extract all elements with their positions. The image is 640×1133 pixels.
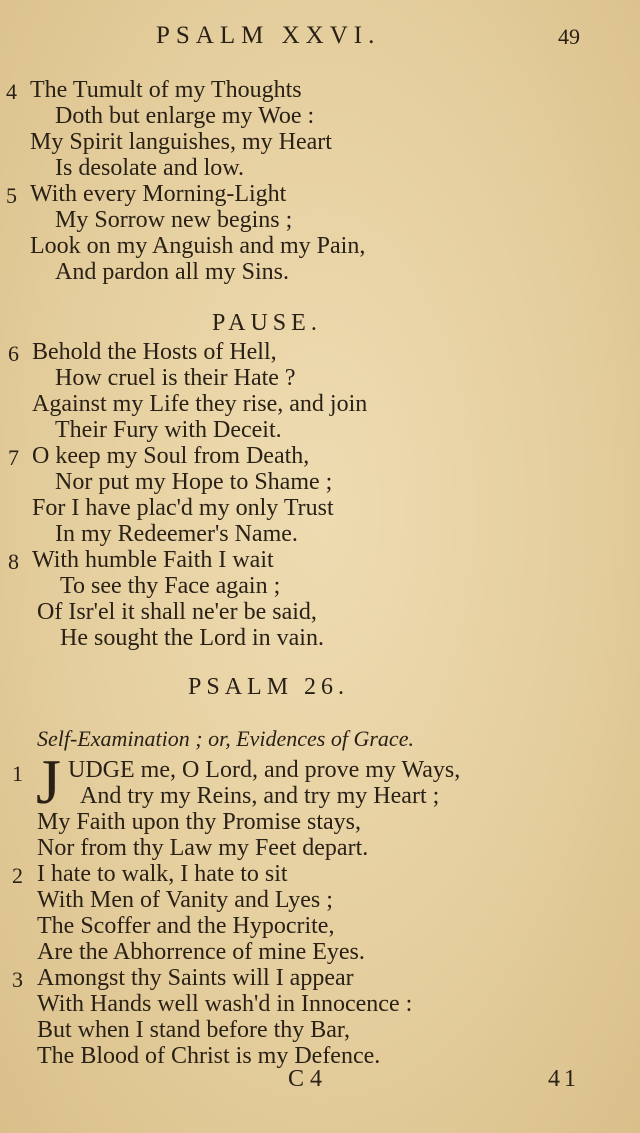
footer-number: 41 — [548, 1066, 580, 1092]
page-footer — [0, 1066, 640, 1100]
psalm-heading: PSALM 26. — [188, 674, 350, 700]
verse-line: Is desolate and low. — [55, 155, 245, 181]
verse-line: With humble Faith I wait — [32, 547, 274, 573]
verse-line: O keep my Soul from Death, — [32, 443, 310, 469]
verse-line: Behold the Hosts of Hell, — [32, 339, 277, 365]
verse-line: My Sorrow new begins ; — [55, 207, 293, 233]
verse-number: 7 — [8, 445, 19, 470]
verse-line: The Blood of Christ is my Defence. — [37, 1043, 381, 1069]
drop-cap: J — [36, 746, 61, 817]
verse-line: UDGE me, O Lord, and prove my Ways, — [68, 757, 461, 783]
verse-line: And try my Reins, and try my Heart ; — [80, 783, 440, 809]
verse-line: But when I stand before thy Bar, — [37, 1017, 350, 1043]
verse-number: 1 — [12, 761, 23, 786]
verse-number: 4 — [6, 79, 17, 104]
verse-line: How cruel is their Hate ? — [55, 365, 296, 391]
verse-line: Are the Abhorrence of mine Eyes. — [37, 939, 365, 965]
verse-number: 3 — [12, 967, 23, 992]
verse-line: And pardon all my Sins. — [55, 259, 289, 285]
page-number: 49 — [558, 24, 580, 49]
verse-line: Their Fury with Deceit. — [55, 417, 282, 443]
verse-line: Of Isr'el it shall ne'er be said, — [37, 599, 317, 625]
verse-line: With Hands well wash'd in Innocence : — [37, 991, 413, 1017]
verse-line: With every Morning-Light — [30, 181, 287, 207]
verse-line: Amongst thy Saints will I appear — [37, 965, 354, 991]
verse-number: 5 — [6, 183, 17, 208]
verse-line: In my Redeemer's Name. — [55, 521, 298, 547]
verse-line: He sought the Lord in vain. — [60, 625, 324, 651]
verse-line: The Tumult of my Thoughts — [30, 77, 302, 103]
verse-line: To see thy Face again ; — [60, 573, 281, 599]
verse-line: Against my Life they rise, and join — [32, 391, 368, 417]
verse-line: Doth but enlarge my Woe : — [55, 103, 315, 129]
verse-number: 2 — [12, 863, 23, 888]
verse-number: 8 — [8, 549, 19, 574]
page-header — [0, 22, 640, 54]
verse-line: I hate to walk, I hate to sit — [37, 861, 288, 887]
psalm-subtitle: Self-Examination ; or, Evidences of Grace. — [37, 726, 414, 751]
verse-line: Look on my Anguish and my Pain, — [30, 233, 366, 259]
verse-line: With Men of Vanity and Lyes ; — [37, 887, 333, 913]
verse-number: 6 — [8, 341, 19, 366]
signature-mark: C 4 — [288, 1066, 323, 1092]
running-head: PSALM XXVI. — [156, 22, 381, 49]
verse-line: Nor put my Hope to Shame ; — [55, 469, 333, 495]
pause-heading: PAUSE. — [212, 310, 322, 336]
verse-line: My Spirit languishes, my Heart — [30, 129, 332, 155]
verse-line: Nor from thy Law my Feet depart. — [37, 835, 369, 861]
verse-line: For I have plac'd my only Trust — [32, 495, 334, 521]
verse-line: My Faith upon thy Promise stays, — [37, 809, 362, 835]
verse-line: The Scoffer and the Hypocrite, — [37, 913, 335, 939]
